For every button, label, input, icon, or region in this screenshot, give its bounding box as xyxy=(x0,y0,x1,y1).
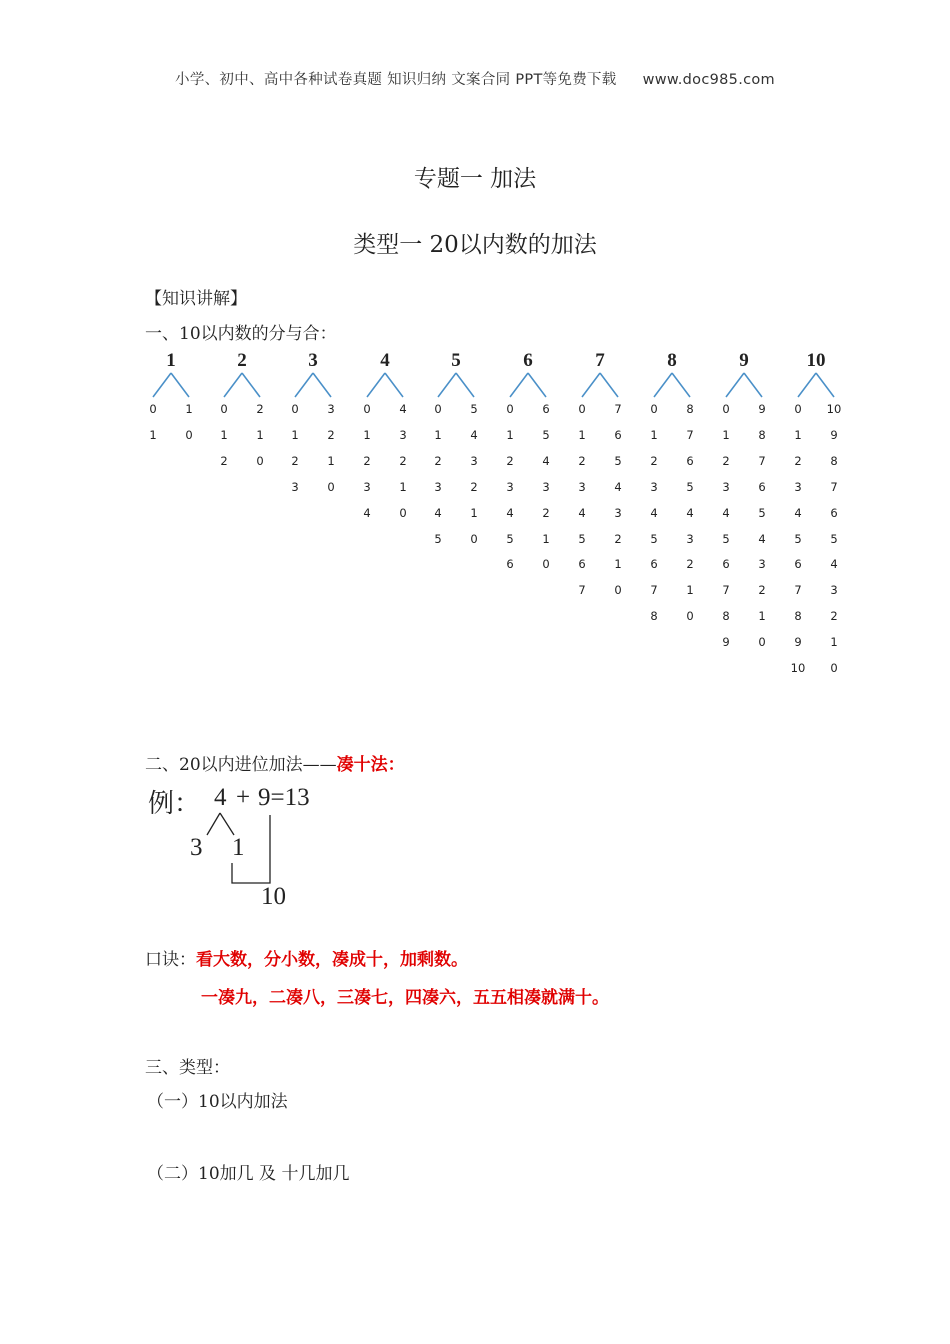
decomp-left-value: 8 xyxy=(650,609,658,624)
decomp-left-value: 1 xyxy=(149,427,157,442)
mnemonic-line1 xyxy=(145,945,468,970)
decomp-left-value: 1 xyxy=(578,427,586,442)
decomp-left-value: 5 xyxy=(650,531,658,546)
decomp-right-value: 3 xyxy=(542,479,550,494)
decomp-right-value: 0 xyxy=(256,453,264,468)
decomp-left-value: 3 xyxy=(363,479,371,494)
decomp-left-value: 9 xyxy=(794,635,802,650)
decomp-right-value: 4 xyxy=(399,402,407,416)
decomp-branch xyxy=(360,370,410,400)
decomp-right-value: 3 xyxy=(830,583,838,598)
decomp-left-value: 1 xyxy=(650,427,658,442)
decomp-number: 2 xyxy=(237,350,247,371)
decomp-number: 9 xyxy=(739,350,749,371)
decomp-branch xyxy=(719,370,769,400)
decomp-left-value: 3 xyxy=(722,479,730,494)
decomp-right-value: 4 xyxy=(542,453,550,468)
decomp-right-value: 7 xyxy=(830,479,838,494)
section2-title-text: 二、20以内进位加法—— xyxy=(145,755,337,775)
decomp-left-value: 6 xyxy=(506,557,514,572)
decomp-left-value: 4 xyxy=(506,505,514,520)
decomp-left-value: 0 xyxy=(722,402,730,416)
decomp-left-value: 4 xyxy=(363,505,371,520)
decomp-left-value: 0 xyxy=(291,402,299,416)
decomp-right-value: 8 xyxy=(830,453,838,468)
decomp-right-value: 2 xyxy=(542,505,550,520)
page-title: 专题一 加法 xyxy=(413,166,537,192)
decomp-right-value: 1 xyxy=(399,479,407,494)
decomp-left-value: 1 xyxy=(220,427,228,442)
decomp-right-value: 2 xyxy=(470,479,478,494)
decomp-left-value: 4 xyxy=(434,505,442,520)
decomp-right-value: 0 xyxy=(686,609,694,624)
decomp-right-value: 6 xyxy=(686,453,694,468)
page-subtitle: 类型一 20以内数的加法 xyxy=(353,232,597,258)
decomp-left-value: 1 xyxy=(291,427,299,442)
decomp-right-value: 2 xyxy=(830,609,838,624)
decomp-branch xyxy=(146,370,196,400)
decomp-left-value: 2 xyxy=(650,453,658,468)
decomp-left-value: 5 xyxy=(794,531,802,546)
decomp-left-value: 7 xyxy=(794,583,802,598)
decomp-right-value: 6 xyxy=(758,479,766,494)
example-addend-a: 4 xyxy=(214,784,227,811)
section2-title xyxy=(145,750,405,775)
mnemonic-text-2: 一凑九，二凑八，三凑七，四凑六，五五相凑就满十。 xyxy=(201,988,609,1008)
decomp-left-value: 8 xyxy=(794,609,802,624)
decomp-right-value: 2 xyxy=(327,427,335,442)
decomp-left-value: 7 xyxy=(650,583,658,598)
decomp-left-value: 0 xyxy=(650,402,658,416)
decomp-branch xyxy=(647,370,697,400)
decomp-right-value: 9 xyxy=(830,427,838,442)
decomp-branch xyxy=(503,370,553,400)
decomp-right-value: 1 xyxy=(542,531,550,546)
decomp-left-value: 1 xyxy=(434,427,442,442)
decomp-left-value: 6 xyxy=(578,557,586,572)
decomp-right-value: 6 xyxy=(542,402,550,416)
decomp-left-value: 5 xyxy=(434,531,442,546)
decomp-left-value: 1 xyxy=(722,427,730,442)
decomp-branch xyxy=(791,370,841,400)
decomp-number: 7 xyxy=(595,350,605,371)
decomp-left-value: 3 xyxy=(650,479,658,494)
section3-title: 三、类型： xyxy=(145,1058,230,1078)
decomp-right-value: 2 xyxy=(686,557,694,572)
decomp-number: 10 xyxy=(806,350,826,371)
section2-method: 凑十法： xyxy=(336,755,405,775)
mnemonic-text-1: 看大数，分小数，凑成十，加剩数。 xyxy=(196,950,468,970)
decomp-branch xyxy=(575,370,625,400)
knowledge-label: 【知识讲解】 xyxy=(145,289,247,309)
decomp-left-value: 9 xyxy=(722,635,730,650)
decomp-right-value: 5 xyxy=(542,427,550,442)
decomp-left-value: 3 xyxy=(291,479,299,494)
decomp-branch xyxy=(431,370,481,400)
decomp-left-value: 0 xyxy=(578,402,586,416)
decomp-number: 4 xyxy=(380,350,390,371)
decomp-right-value: 4 xyxy=(758,531,766,546)
decomp-right-value: 10 xyxy=(826,402,842,416)
decomp-number: 6 xyxy=(523,350,533,371)
decomp-left-value: 2 xyxy=(434,453,442,468)
example-label: 例： xyxy=(148,789,201,818)
decomp-number: 1 xyxy=(166,350,176,371)
decomp-right-value: 2 xyxy=(758,583,766,598)
decomp-right-value: 3 xyxy=(686,531,694,546)
decomp-left-value: 1 xyxy=(363,427,371,442)
decomp-left-value: 3 xyxy=(434,479,442,494)
decomp-branch xyxy=(217,370,267,400)
example-plus: + xyxy=(236,784,251,811)
decomp-left-value: 3 xyxy=(506,479,514,494)
decomp-left-value: 8 xyxy=(722,609,730,624)
decomp-left-value: 6 xyxy=(650,557,658,572)
decomp-left-value: 0 xyxy=(220,402,228,416)
decomp-left-value: 2 xyxy=(506,453,514,468)
decomp-left-value: 5 xyxy=(578,531,586,546)
decomp-right-value: 8 xyxy=(758,427,766,442)
decomp-left-value: 4 xyxy=(794,505,802,520)
decomp-right-value: 2 xyxy=(399,453,407,468)
decomp-right-value: 0 xyxy=(830,661,838,675)
decomp-right-value: 8 xyxy=(686,402,694,416)
decomp-right-value: 0 xyxy=(758,635,766,650)
decomp-right-value: 7 xyxy=(686,427,694,442)
decomp-right-value: 4 xyxy=(470,427,478,442)
example-split-1: 1 xyxy=(232,834,245,861)
decomp-right-value: 1 xyxy=(185,402,193,416)
decomp-number: 8 xyxy=(667,350,677,371)
decomp-right-value: 2 xyxy=(256,402,264,416)
decomp-right-value: 1 xyxy=(614,557,622,572)
decomp-right-value: 3 xyxy=(399,427,407,442)
decomp-right-value: 3 xyxy=(470,453,478,468)
decomp-branch xyxy=(288,370,338,400)
decomp-left-value: 0 xyxy=(794,402,802,416)
decomp-number: 3 xyxy=(308,350,318,371)
example-diagram xyxy=(148,783,348,913)
decomp-left-value: 7 xyxy=(578,583,586,598)
decomp-left-value: 0 xyxy=(506,402,514,416)
decomp-left-value: 2 xyxy=(578,453,586,468)
example-split-3: 3 xyxy=(190,834,203,861)
decomp-right-value: 7 xyxy=(758,453,766,468)
decomp-left-value: 2 xyxy=(363,453,371,468)
decomp-right-value: 0 xyxy=(399,505,407,520)
example-ten: 10 xyxy=(261,883,286,910)
decomp-right-value: 4 xyxy=(830,557,838,572)
decomp-right-value: 3 xyxy=(327,402,335,416)
decomp-right-value: 2 xyxy=(614,531,622,546)
decomp-right-value: 4 xyxy=(686,505,694,520)
decomp-right-value: 1 xyxy=(686,583,694,598)
decomp-left-value: 4 xyxy=(650,505,658,520)
decomp-left-value: 1 xyxy=(794,427,802,442)
decomp-left-value: 1 xyxy=(506,427,514,442)
header-url[interactable]: www.doc985.com xyxy=(642,72,775,88)
decomp-left-value: 2 xyxy=(291,453,299,468)
decomp-left-value: 2 xyxy=(220,453,228,468)
decomp-right-value: 6 xyxy=(614,427,622,442)
decomp-left-value: 6 xyxy=(722,557,730,572)
decomp-left-value: 5 xyxy=(506,531,514,546)
decomp-left-value: 6 xyxy=(794,557,802,572)
decomp-right-value: 5 xyxy=(470,402,478,416)
decomp-left-value: 0 xyxy=(363,402,371,416)
decomp-left-value: 5 xyxy=(722,531,730,546)
example-lines xyxy=(148,783,348,913)
decomp-right-value: 1 xyxy=(327,453,335,468)
decomp-left-value: 0 xyxy=(149,402,157,416)
decomp-right-value: 7 xyxy=(614,402,622,416)
type-2: （二）10加几 及 十几加几 xyxy=(147,1164,350,1184)
decomp-right-value: 6 xyxy=(830,505,838,520)
decomp-left-value: 2 xyxy=(722,453,730,468)
decomp-right-value: 5 xyxy=(614,453,622,468)
decomp-left-value: 4 xyxy=(578,505,586,520)
decomp-right-value: 1 xyxy=(758,609,766,624)
decomp-right-value: 3 xyxy=(614,505,622,520)
decomp-right-value: 0 xyxy=(470,531,478,546)
decomp-left-value: 10 xyxy=(790,661,806,675)
decomp-left-value: 7 xyxy=(722,583,730,598)
example-rest: 9=13 xyxy=(258,784,310,811)
decomp-left-value: 3 xyxy=(794,479,802,494)
decomp-left-value: 0 xyxy=(434,402,442,416)
section1-title: 一、10以内数的分与合： xyxy=(145,324,337,344)
decomp-left-value: 2 xyxy=(794,453,802,468)
decomp-right-value: 1 xyxy=(830,635,838,650)
decomp-right-value: 9 xyxy=(758,402,766,416)
decomp-right-value: 5 xyxy=(686,479,694,494)
decomp-right-value: 5 xyxy=(830,531,838,546)
decomp-left-value: 3 xyxy=(578,479,586,494)
decomp-right-value: 0 xyxy=(614,583,622,598)
decomp-right-value: 0 xyxy=(542,557,550,572)
header-text: 小学、初中、高中各种试卷真题 知识归纳 文案合同 PPT等免费下载 xyxy=(175,72,617,88)
decomp-right-value: 4 xyxy=(614,479,622,494)
decomp-number: 5 xyxy=(451,350,461,371)
mnemonic-label: 口诀： xyxy=(145,950,196,970)
decomp-right-value: 0 xyxy=(185,427,193,442)
type-1: （一）10以内加法 xyxy=(147,1092,288,1112)
page-header xyxy=(0,68,950,89)
decomp-left-value: 4 xyxy=(722,505,730,520)
decomp-right-value: 3 xyxy=(758,557,766,572)
decomp-right-value: 1 xyxy=(256,427,264,442)
decomp-right-value: 0 xyxy=(327,479,335,494)
decomp-right-value: 5 xyxy=(758,505,766,520)
decomp-right-value: 1 xyxy=(470,505,478,520)
